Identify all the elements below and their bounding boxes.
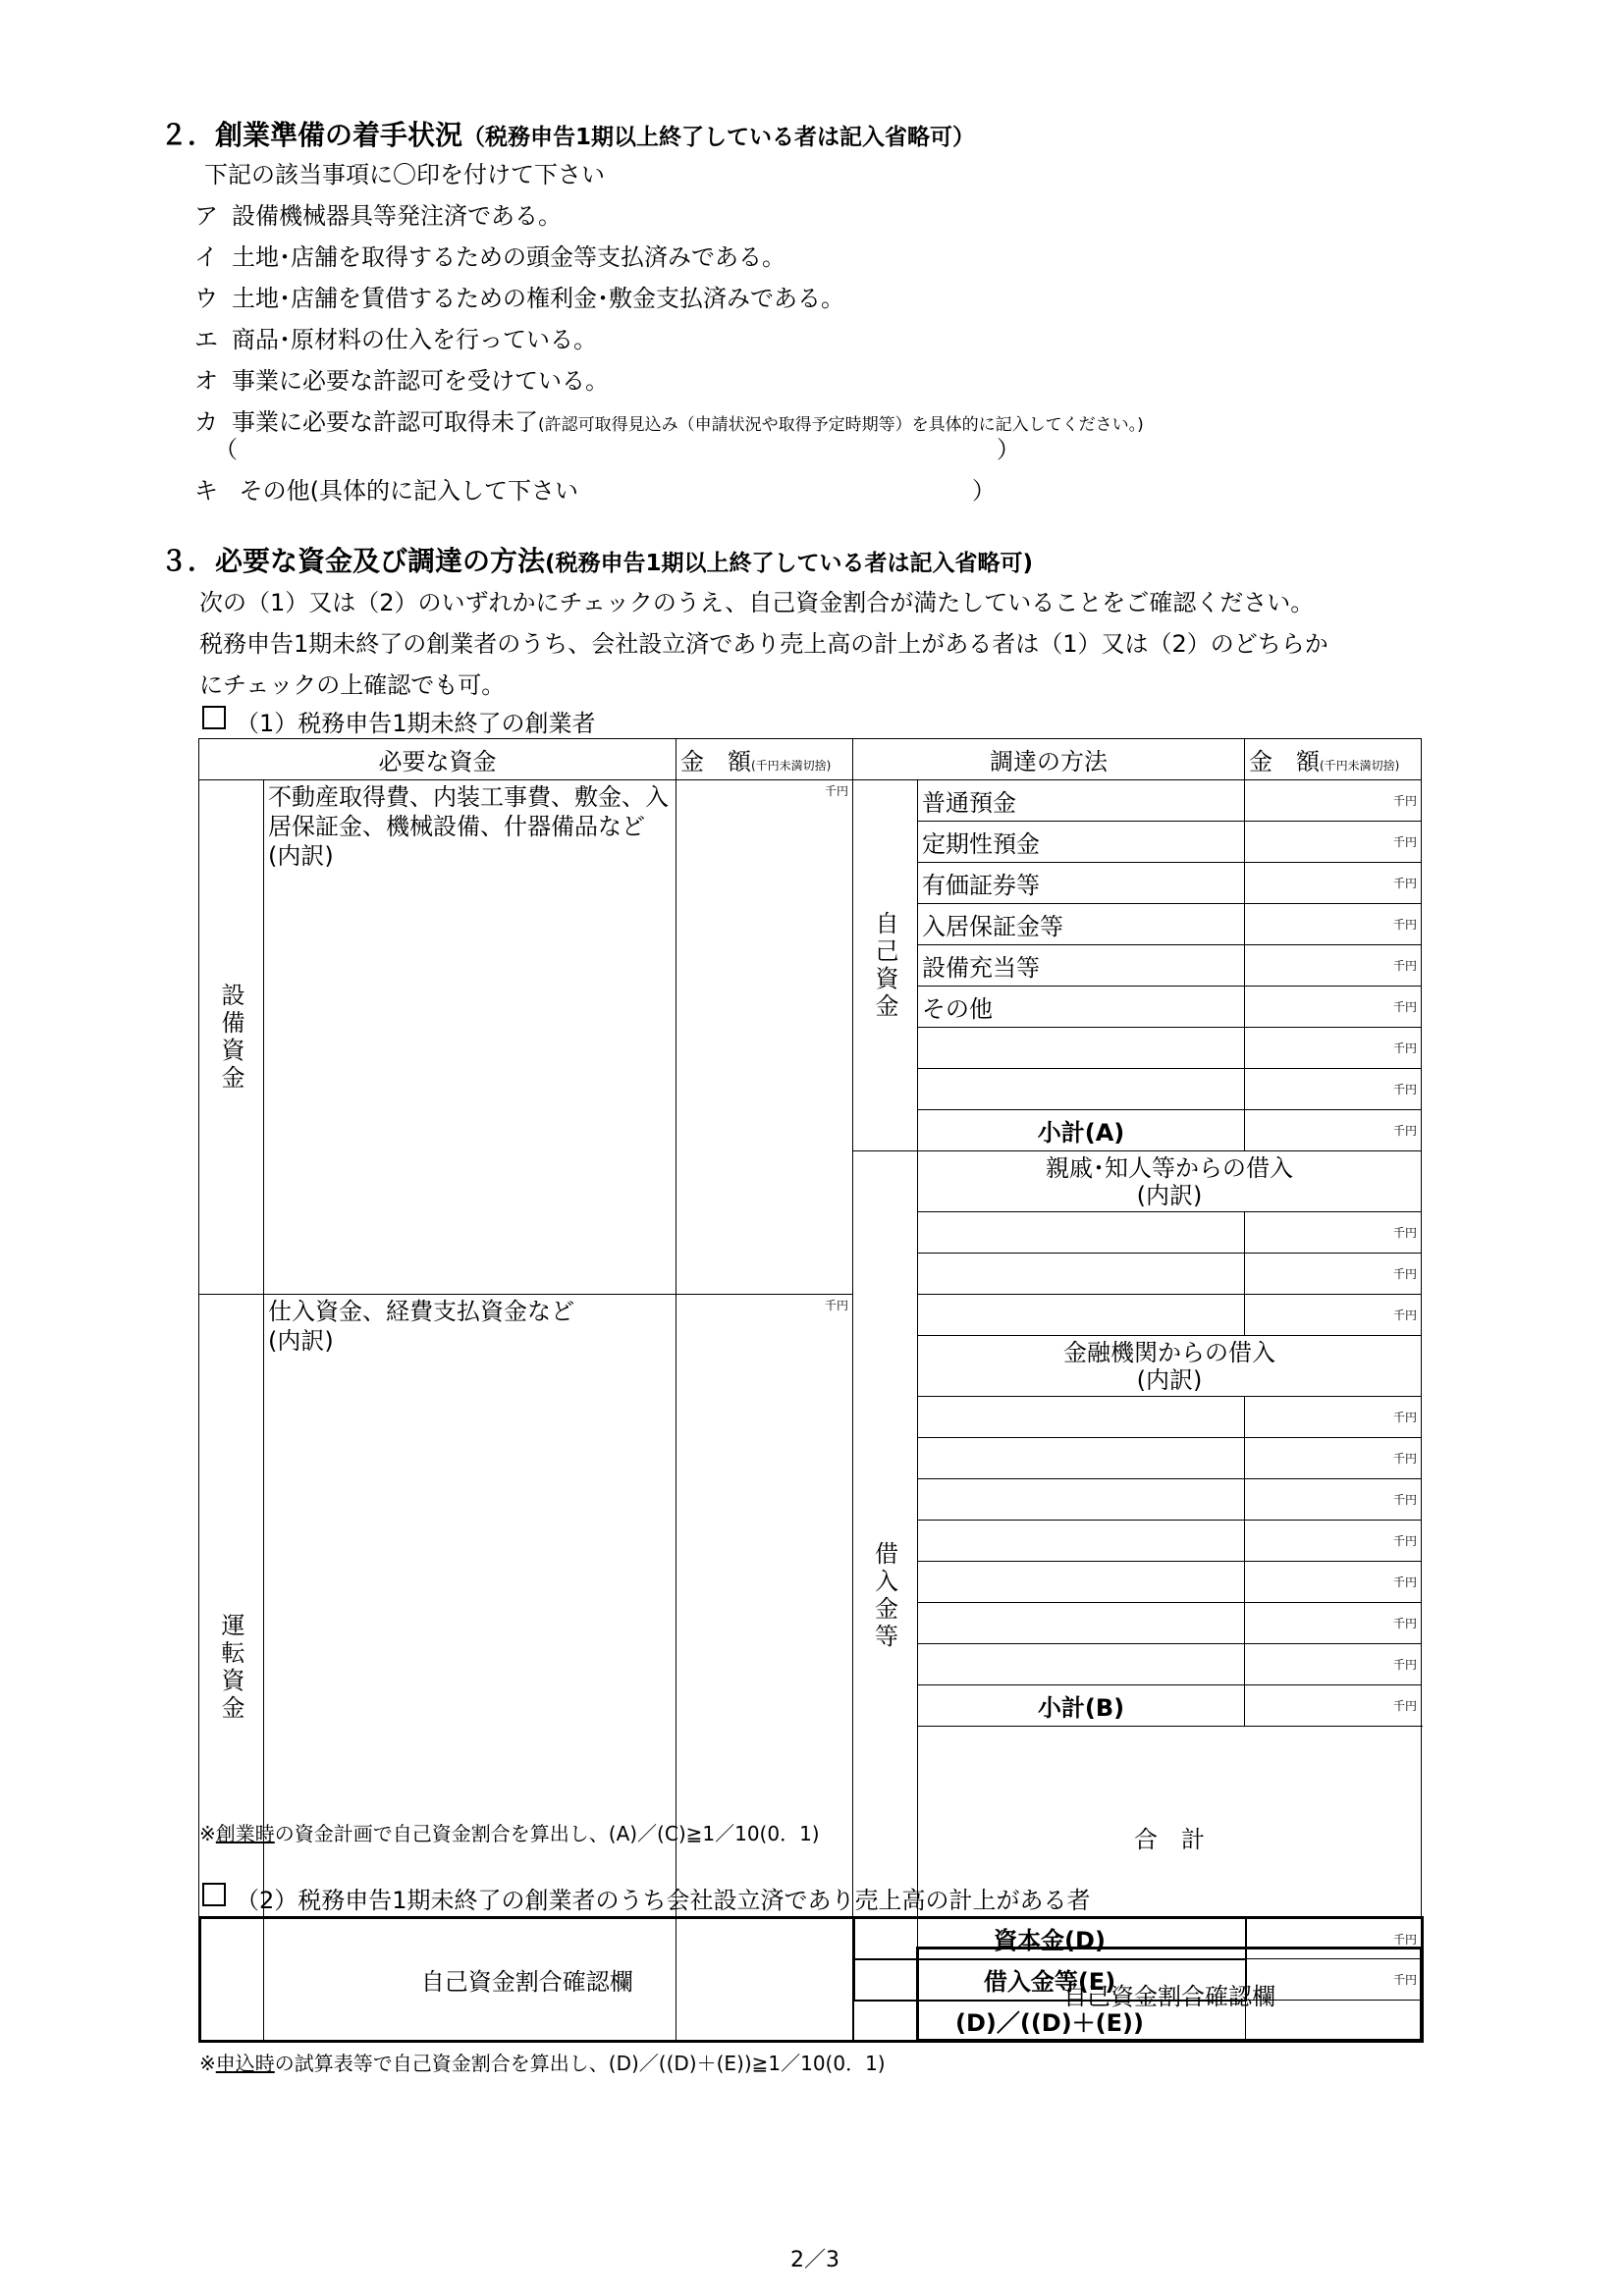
other-text: その他(具体的に記入して下さい <box>239 477 579 505</box>
other-paren-close: ） <box>972 477 996 505</box>
option2-label: （2）税務申告1期未終了の創業者のうち会社設立済であり売上高の計上がある者 <box>236 1887 1091 1914</box>
bank-item-blank[interactable] <box>918 1603 1245 1644</box>
header-amount-text: 金 額 <box>1249 748 1320 775</box>
bank-item-blank[interactable] <box>918 1479 1245 1521</box>
relatives-amount[interactable]: 千円 <box>1245 1254 1422 1295</box>
subtotal-a-label: 小計(A) <box>918 1110 1245 1151</box>
section2-item[interactable] <box>194 361 609 396</box>
relatives-amount[interactable]: 千円 <box>1245 1295 1422 1336</box>
other-item <box>194 471 578 506</box>
paren-open: （ <box>214 436 238 463</box>
bank-loan-text: 金融機関からの借入 <box>1063 1338 1275 1366</box>
own-item-blank[interactable] <box>918 1028 1245 1069</box>
own-item-blank[interactable] <box>918 1069 1245 1110</box>
own-item-other: その他 <box>918 987 1245 1028</box>
own-item-equipment-allocation: 設備充当等 <box>918 945 1245 987</box>
own-amount[interactable]: 千円 <box>1245 904 1422 945</box>
relatives-loan-header <box>918 1151 1422 1212</box>
section2-item-text: 設備機械器具等発注済である。 <box>232 202 562 230</box>
equipment-funds-description[interactable]: 不動産取得費、内装工事費、敷金、入居保証金、機械設備、什器備品など(内訳) <box>264 780 677 1295</box>
header-amount-right <box>1245 739 1422 780</box>
other-key: キ <box>194 477 218 505</box>
note2-text: の試算表等で自己資金割合を算出し、(D)／((D)＋(E))≧1／10(0．1) <box>274 2052 886 2075</box>
bank-loan-header <box>918 1336 1422 1397</box>
section2-title <box>160 114 975 153</box>
option2-checkbox[interactable] <box>202 1883 226 1906</box>
relatives-breakdown: (内訳) <box>1136 1181 1203 1209</box>
own-amount[interactable]: 千円 <box>1245 1028 1422 1069</box>
header-amount-note: (千円未満切捨) <box>1320 759 1400 773</box>
paren-close: ） <box>997 436 1020 463</box>
section3-title <box>160 540 1033 579</box>
own-amount[interactable]: 千円 <box>1245 1069 1422 1110</box>
own-amount[interactable]: 千円 <box>1245 863 1422 904</box>
relatives-amount[interactable]: 千円 <box>1245 1212 1422 1254</box>
own-item-time-deposit: 定期性預金 <box>918 822 1245 863</box>
operating-funds-description[interactable]: 仕入資金、経費支払資金など (内訳) <box>264 1295 677 2041</box>
bank-amount[interactable]: 千円 <box>1245 1479 1422 1521</box>
note2-prefix: ※ <box>199 2052 216 2075</box>
section2-item-text: 商品･原材料の仕入を行っている。 <box>232 326 597 353</box>
own-amount[interactable]: 千円 <box>1245 945 1422 987</box>
section2-item[interactable] <box>194 196 562 231</box>
section2-item-key: エ <box>194 326 218 353</box>
bank-amount[interactable]: 千円 <box>1245 1521 1422 1562</box>
header-amount-note: (千円未満切捨) <box>751 759 832 773</box>
bank-amount[interactable]: 千円 <box>1245 1644 1422 1685</box>
subtotal-b-label: 小計(B) <box>918 1685 1245 1727</box>
section2-item-text: 事業に必要な許認可取得未了 <box>232 408 538 436</box>
borrowings-e-amount[interactable]: 千円 <box>1246 1959 1423 2001</box>
section3-title-note: (税務申告1期以上終了している者は記入省略可) <box>545 551 1034 576</box>
ratio2-label: 自己資金割合確認欄 <box>200 1918 854 2042</box>
header-amount-left <box>677 739 853 780</box>
own-amount[interactable]: 千円 <box>1245 822 1422 863</box>
section2-item-text: 事業に必要な許認可を受けている。 <box>232 367 609 395</box>
section3-line-2: 税務申告1期未終了の創業者のうち、会社設立済であり売上高の計上がある者は（1）又は（2）のどちらか <box>199 630 1328 658</box>
own-amount[interactable]: 千円 <box>1245 987 1422 1028</box>
bank-item-blank[interactable] <box>918 1397 1245 1438</box>
section2-item-key: カ <box>194 408 218 436</box>
section2-item-key: イ <box>194 243 218 271</box>
borrowings-e-label: 借入金等(E) <box>854 1959 1246 2001</box>
bank-amount[interactable]: 千円 <box>1245 1438 1422 1479</box>
option1-label: （1）税務申告1期未終了の創業者 <box>236 710 596 737</box>
bank-item-blank[interactable] <box>918 1644 1245 1685</box>
note1 <box>199 1818 820 1846</box>
own-item-securities: 有価証券等 <box>918 863 1245 904</box>
section2-item[interactable] <box>194 320 597 354</box>
option1-checkbox[interactable] <box>202 706 226 729</box>
ratio-table-2 <box>198 1916 1424 2043</box>
own-item-ordinary-deposit: 普通預金 <box>918 780 1245 822</box>
section3-line-3: にチェックの上確認でも可。 <box>199 671 506 699</box>
ratio-formula-d-de: (D)／((D)＋(E)) <box>854 2001 1246 2042</box>
relatives-item-blank[interactable] <box>918 1212 1245 1254</box>
section2-item-key: オ <box>194 367 218 395</box>
bank-item-blank[interactable] <box>918 1438 1245 1479</box>
equipment-funds-label: 設備資金 <box>199 780 264 1295</box>
page-number: 2／3 <box>790 2248 839 2272</box>
ratio2-value[interactable] <box>1246 2001 1423 2042</box>
bank-amount[interactable]: 千円 <box>1245 1603 1422 1644</box>
own-amount[interactable]: 千円 <box>1245 780 1422 822</box>
operating-funds-label: 運転資金 <box>199 1295 264 2041</box>
bank-item-blank[interactable] <box>918 1521 1245 1562</box>
section2-item-text: 土地･店舗を賃借するための権利金･敷金支払済みである。 <box>232 285 844 312</box>
section2-item-key: ウ <box>194 285 218 312</box>
section2-item-note: (許認可取得見込み（申請状況や取得予定時期等）を具体的に記入してください。) <box>538 415 1144 435</box>
header-procurement-method: 調達の方法 <box>853 739 1245 780</box>
section3-line-1: 次の（1）又は（2）のいずれかにチェックのうえ、自己資金割合が満たしていることをご確認ください。 <box>199 589 1315 616</box>
total-label: 合 計 <box>918 1727 1422 1949</box>
capital-d-label: 資本金(D) <box>854 1918 1246 1959</box>
header-needed-funds: 必要な資金 <box>199 739 677 780</box>
capital-d-amount[interactable]: 千円 <box>1246 1918 1423 1959</box>
bank-amount[interactable]: 千円 <box>1245 1397 1422 1438</box>
note2-underline: 申込時 <box>215 2052 275 2075</box>
section2-item[interactable] <box>194 238 785 272</box>
header-amount-text: 金 額 <box>680 748 751 775</box>
bank-item-blank[interactable] <box>918 1562 1245 1603</box>
section2-item-key: ア <box>194 202 218 230</box>
operating-funds-amount[interactable]: 千円 <box>677 1295 853 2041</box>
own-funds-label: 自己資金 <box>853 780 918 1151</box>
relatives-item-blank[interactable] <box>918 1254 1245 1295</box>
bank-breakdown: (内訳) <box>1136 1365 1203 1394</box>
section2-instruction: 下記の該当事項に〇印を付けて下さい <box>204 161 605 188</box>
own-item-deposit-guarantee: 入居保証金等 <box>918 904 1245 945</box>
section3-heading: ３．必要な資金及び調達の方法 <box>160 545 546 577</box>
borrowings-label: 借入金等 <box>853 1151 918 2041</box>
note1-underline: 創業時 <box>215 1822 275 1845</box>
note2 <box>199 2048 886 2076</box>
relatives-loan-text: 親戚･知人等からの借入 <box>1046 1153 1293 1182</box>
section2-item-text: 土地･店舗を取得するための頭金等支払済みである。 <box>232 243 785 271</box>
section2-heading: ２．創業準備の着手状況 <box>160 119 463 151</box>
note1-prefix: ※ <box>199 1822 216 1845</box>
ratio-check-label: 自己資金割合確認欄 <box>918 1949 1422 2041</box>
relatives-item-blank[interactable] <box>918 1295 1245 1336</box>
section2-title-note: （税務申告1期以上終了している者は記入省略可） <box>462 125 976 150</box>
subtotal-b-amount[interactable]: 千円 <box>1245 1685 1422 1727</box>
note1-text: の資金計画で自己資金割合を算出し、(A)／(C)≧1／10(0．1) <box>274 1822 820 1845</box>
subtotal-a-amount[interactable]: 千円 <box>1245 1110 1422 1151</box>
equipment-funds-amount[interactable]: 千円 <box>677 780 853 1295</box>
section2-item[interactable] <box>194 279 844 313</box>
bank-amount[interactable]: 千円 <box>1245 1562 1422 1603</box>
